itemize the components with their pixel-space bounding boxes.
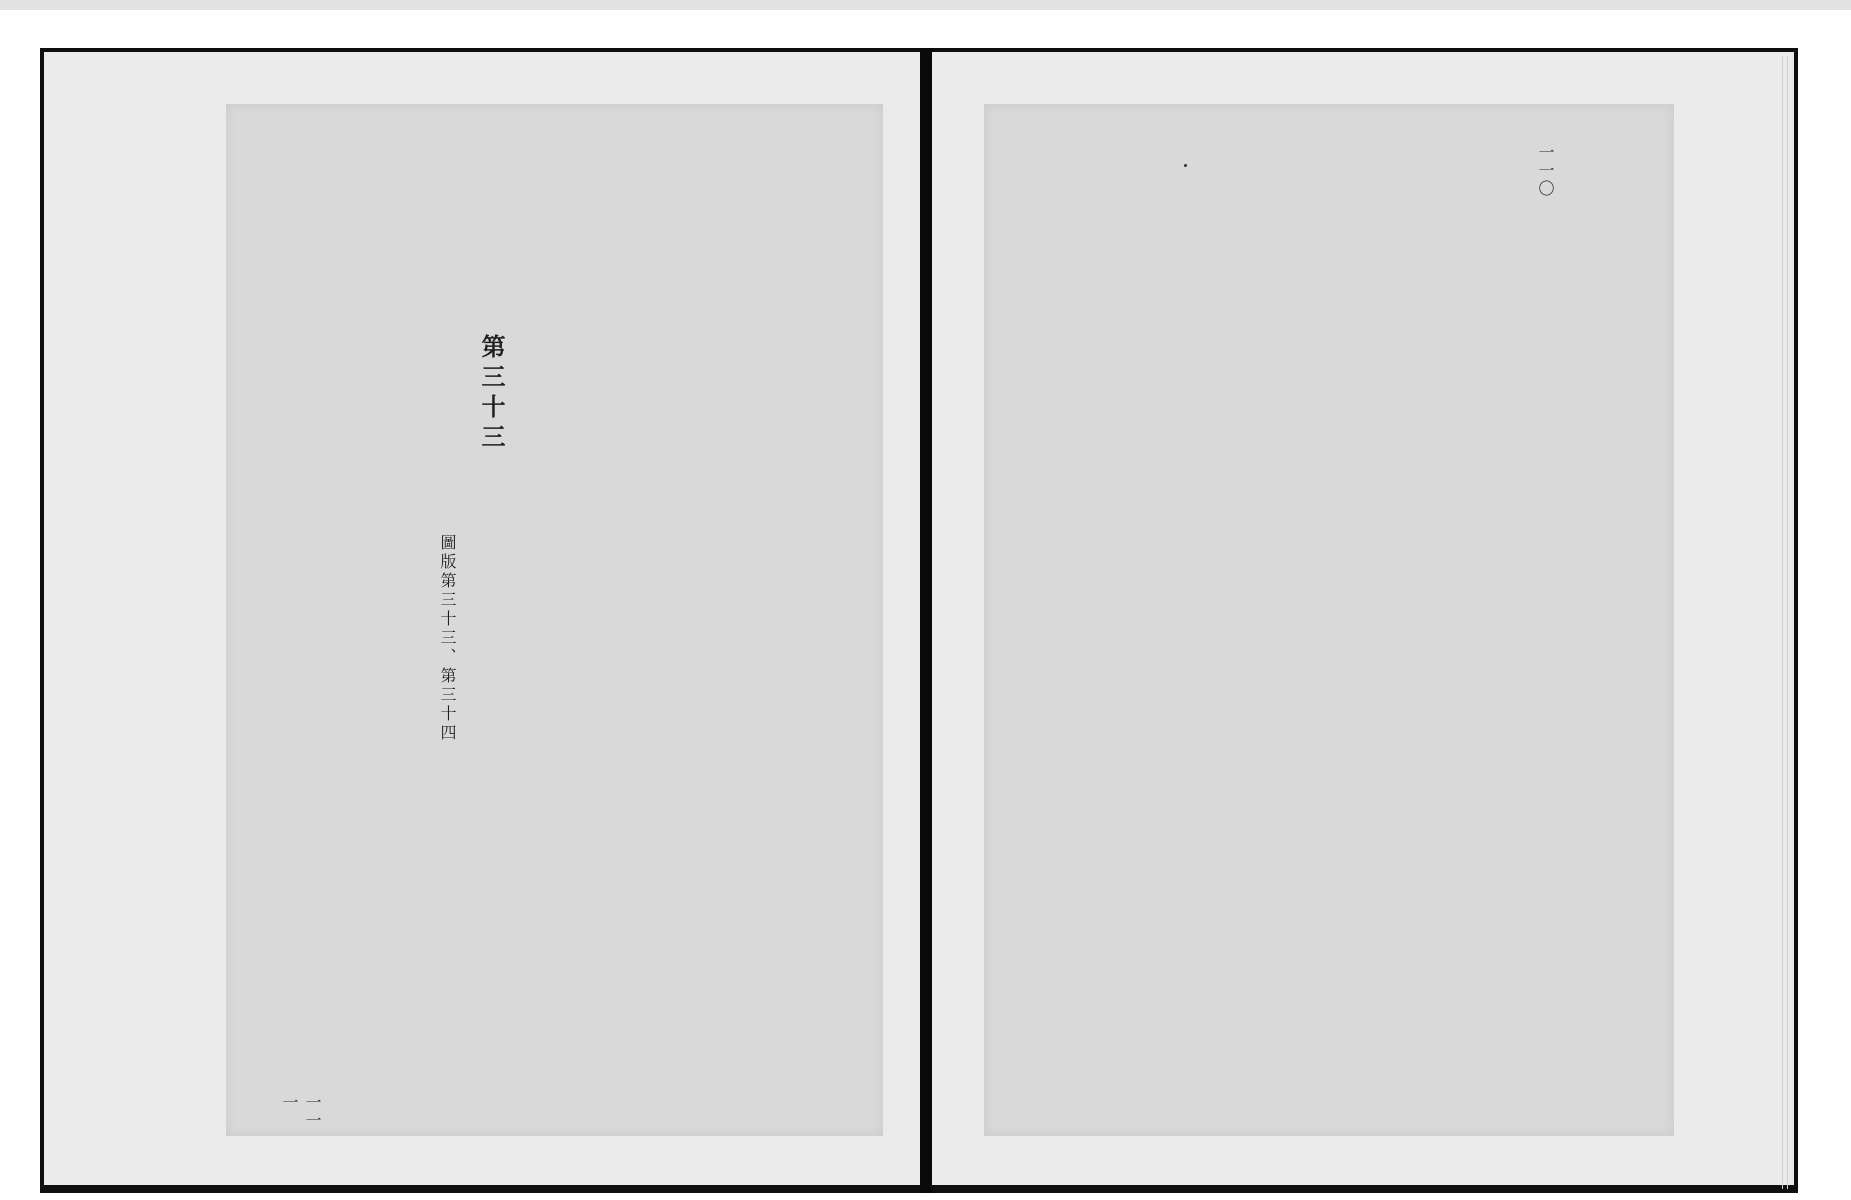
- dust-speck: [1184, 164, 1187, 167]
- section-number: 第三十三: [477, 334, 506, 454]
- viewer-top-strip: [0, 0, 1851, 10]
- page-number: 一一一: [280, 1094, 322, 1130]
- page-edge: [1782, 56, 1783, 1189]
- figure-reference: 圖版第三十三、第三十四: [438, 534, 457, 743]
- right-leaf: [932, 52, 1794, 1185]
- book-spread: [40, 48, 1798, 1193]
- left-leaf: [44, 52, 922, 1185]
- page-edge: [1787, 56, 1788, 1189]
- left-page-text-block: [226, 104, 883, 1136]
- scan-canvas: [0, 10, 1851, 1200]
- page-number: 一一〇: [1536, 144, 1555, 198]
- right-page-text-block: [984, 104, 1674, 1136]
